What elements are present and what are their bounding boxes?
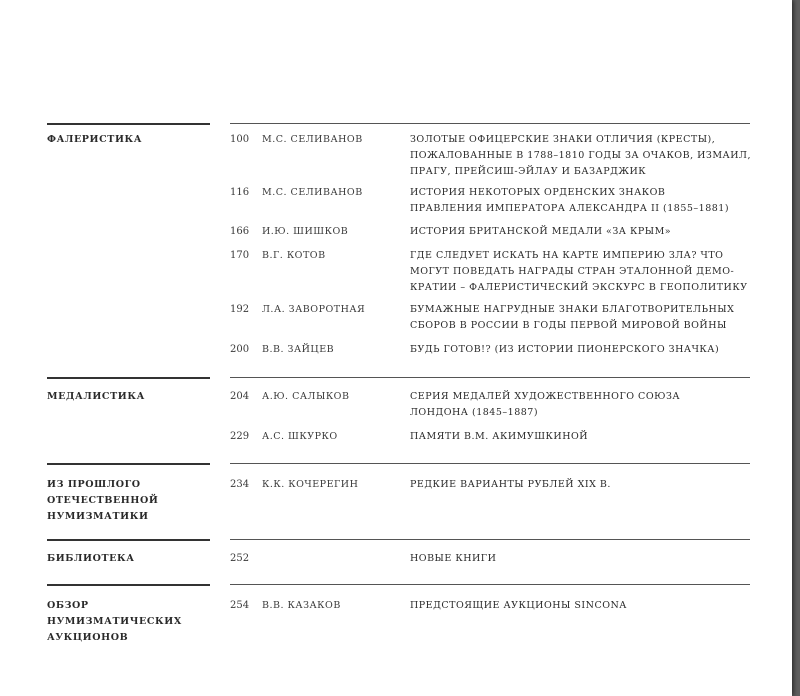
section-rule-thick [47,123,210,125]
entry-title: НОВЫЕ КНИГИ [410,553,497,564]
entry-author: А.С. ШКУРКО [262,431,338,442]
section-rule-thick [47,377,210,379]
entry-page: 100 [230,134,250,145]
section-rule-thick [47,463,210,465]
section-rule-thin [230,463,750,464]
entry-author: В.В. КАЗАКОВ [262,600,341,611]
section-category: БИБЛИОТЕКА [47,553,135,564]
section-rule-thick [47,584,210,586]
entry-author: Л.А. ЗАВОРОТНАЯ [262,304,366,315]
section-category: ИЗ ПРОШЛОГО ОТЕЧЕСТВЕННОЙ НУМИЗМАТИКИ [47,479,159,522]
entry-page: 254 [230,600,250,611]
entry-title: ПАМЯТИ В.М. АКИМУШКИНОЙ [410,431,589,442]
entry-page: 166 [230,226,250,237]
section-rule-thick [47,539,210,541]
entry-page: 234 [230,479,250,490]
entry-page: 229 [230,431,250,442]
entry-title: СЕРИЯ МЕДАЛЕЙ ХУДОЖЕСТВЕННОГО СОЮЗА ЛОНДОНА (1845–1887) [410,391,681,418]
entry-author: А.Ю. САЛЫКОВ [262,391,350,402]
entry-title: БУДЬ ГОТОВ!? (ИЗ ИСТОРИИ ПИОНЕРСКОГО ЗНАЧКА) [410,344,720,355]
entry-page: 192 [230,304,250,315]
entry-title: ПРЕДСТОЯЩИЕ АУКЦИОНЫ SINCONA [410,600,627,611]
entry-author: К.К. КОЧЕРЕГИН [262,479,359,490]
entry-author: М.С. СЕЛИВАНОВ [262,134,363,145]
entry-title: БУМАЖНЫЕ НАГРУДНЫЕ ЗНАКИ БЛАГОТВОРИТЕЛЬНЫХ СБОРОВ В РОССИИ В ГОДЫ ПЕРВОЙ МИРОВОЙ ВОЙНЫ [410,304,735,331]
entry-page: 170 [230,250,250,261]
section-category: ОБЗОР НУМИЗМАТИЧЕСКИХ АУКЦИОНОВ [47,600,182,643]
entry-page: 252 [230,553,250,564]
entry-title: ИСТОРИЯ НЕКОТОРЫХ ОРДЕНСКИХ ЗНАКОВ ПРАВЛЕНИЯ ИМПЕРАТОРА АЛЕКСАНДРА II (1855–1881) [410,187,730,214]
entry-author: М.С. СЕЛИВАНОВ [262,187,363,198]
section-category: МЕДАЛИСТИКА [47,391,145,402]
section-rule-thin [230,123,750,124]
section-rule-thin [230,377,750,378]
section-rule-thin [230,584,750,585]
section-rule-thin [230,539,750,540]
entry-title: ИСТОРИЯ БРИТАНСКОЙ МЕДАЛИ «ЗА КРЫМ» [410,226,672,237]
entry-title: ЗОЛОТЫЕ ОФИЦЕРСКИЕ ЗНАКИ ОТЛИЧИЯ (КРЕСТЫ), ПОЖАЛОВАННЫЕ В 1788–1810 ГОДЫ ЗА ОЧАКОВ, ИЗМАИЛ, ПРАГУ, ПРЕЙСИШ-ЭЙЛАУ И БАЗАРДЖИК [410,134,751,177]
entry-page: 200 [230,344,250,355]
entry-page: 116 [230,187,250,198]
entry-author: И.Ю. ШИШКОВ [262,226,349,237]
section-category: ФАЛЕРИСТИКА [47,134,143,145]
entry-author: В.В. ЗАЙЦЕВ [262,344,335,355]
entry-title: ГДЕ СЛЕДУЕТ ИСКАТЬ НА КАРТЕ ИМПЕРИЮ ЗЛА? ЧТО МОГУТ ПОВЕДАТЬ НАГРАДЫ СТРАН ЭТАЛОННОЙ ДЕМО-КРАТИИ – ФАЛЕРИСТИЧЕСКИЙ ЭКСКУРС В ГЕОПОЛИТИКУ [410,250,748,293]
entry-author: В.Г. КОТОВ [262,250,326,261]
entry-title: РЕДКИЕ ВАРИАНТЫ РУБЛЕЙ XIX В. [410,479,611,490]
entry-page: 204 [230,391,250,402]
